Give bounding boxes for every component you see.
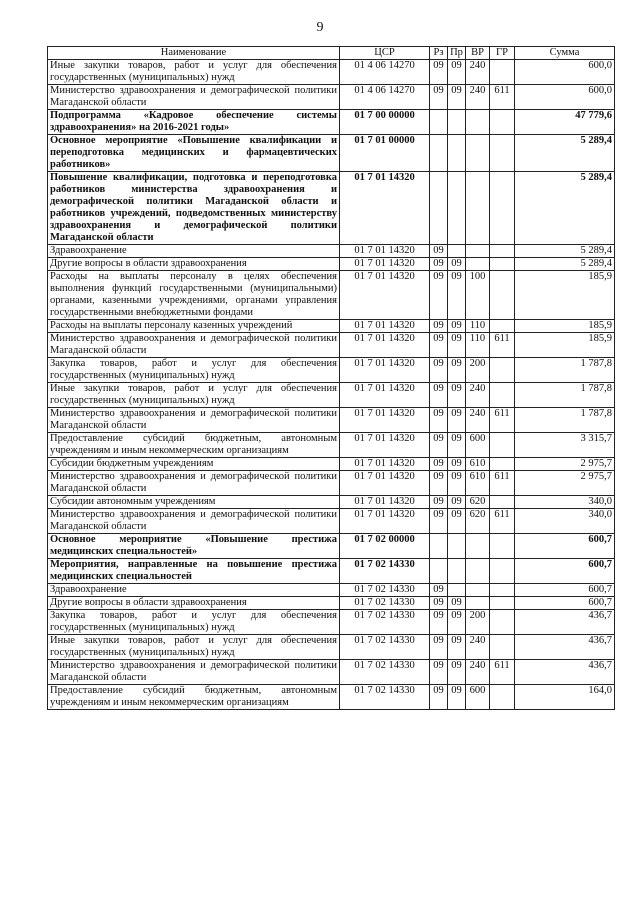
row-vr: 240 (466, 60, 490, 85)
row-sum: 1 787,8 (515, 358, 615, 383)
row-gr (490, 584, 515, 597)
row-sum: 1 787,8 (515, 383, 615, 408)
row-csr: 01 7 02 14330 (340, 597, 430, 610)
row-sum: 3 315,7 (515, 433, 615, 458)
row-csr: 01 7 02 14330 (340, 685, 430, 710)
row-rz: 09 (430, 333, 448, 358)
row-vr: 240 (466, 660, 490, 685)
table-row (48, 110, 615, 135)
row-sum: 185,9 (515, 271, 615, 320)
row-sum: 600,7 (515, 584, 615, 597)
row-pr (448, 172, 466, 245)
row-csr: 01 7 02 14330 (340, 635, 430, 660)
row-rz: 09 (430, 271, 448, 320)
row-name: Субсидии автономным учреждениям (48, 496, 340, 509)
col-header-vr: ВР (466, 47, 490, 60)
row-gr (490, 433, 515, 458)
row-rz (430, 559, 448, 584)
table-row (48, 635, 615, 660)
row-vr (466, 597, 490, 610)
col-header-sum: Сумма (515, 47, 615, 60)
table-row (48, 433, 615, 458)
row-pr: 09 (448, 383, 466, 408)
table-row (48, 172, 615, 245)
row-pr: 09 (448, 333, 466, 358)
row-pr: 09 (448, 635, 466, 660)
row-vr (466, 559, 490, 584)
table-row (48, 135, 615, 172)
table-row (48, 660, 615, 685)
row-sum: 436,7 (515, 610, 615, 635)
row-rz (430, 172, 448, 245)
row-pr: 09 (448, 258, 466, 271)
row-gr (490, 110, 515, 135)
table-row (48, 458, 615, 471)
row-pr: 09 (448, 496, 466, 509)
row-sum: 185,9 (515, 333, 615, 358)
row-sum: 600,7 (515, 559, 615, 584)
row-csr: 01 7 01 14320 (340, 358, 430, 383)
row-pr: 09 (448, 509, 466, 534)
row-rz: 09 (430, 635, 448, 660)
row-gr (490, 458, 515, 471)
row-rz (430, 135, 448, 172)
row-gr (490, 496, 515, 509)
row-vr: 600 (466, 685, 490, 710)
row-csr: 01 7 01 14320 (340, 496, 430, 509)
row-gr: 611 (490, 408, 515, 433)
row-name: Иные закупки товаров, работ и услуг для обеспечения государственных (муниципальных) нужд (48, 635, 340, 660)
row-gr (490, 685, 515, 710)
row-csr: 01 7 01 14320 (340, 433, 430, 458)
table-row (48, 245, 615, 258)
row-pr (448, 135, 466, 172)
row-rz: 09 (430, 258, 448, 271)
row-rz: 09 (430, 383, 448, 408)
row-csr: 01 4 06 14270 (340, 85, 430, 110)
row-sum: 185,9 (515, 320, 615, 333)
row-vr (466, 172, 490, 245)
page-number: 9 (316, 20, 324, 35)
row-gr (490, 610, 515, 635)
row-name: Закупка товаров, работ и услуг для обеспечения государственных (муниципальных) нужд (48, 610, 340, 635)
row-gr (490, 245, 515, 258)
row-vr: 110 (466, 320, 490, 333)
row-name: Министерство здравоохранения и демографической политики Магаданской области (48, 509, 340, 534)
row-name: Министерство здравоохранения и демографической политики Магаданской области (48, 85, 340, 110)
row-name: Расходы на выплаты персоналу в целях обеспечения выполнения функций государственными (муниципальными) органами, казенными учреждениями, органами управления государственными внебюджетными фондами (48, 271, 340, 320)
row-sum: 600,7 (515, 597, 615, 610)
row-pr: 09 (448, 471, 466, 496)
row-pr: 09 (448, 271, 466, 320)
row-pr: 09 (448, 458, 466, 471)
row-name: Здравоохранение (48, 245, 340, 258)
col-header-csr: ЦСР (340, 47, 430, 60)
row-pr (448, 559, 466, 584)
row-csr: 01 7 02 14330 (340, 584, 430, 597)
row-csr: 01 7 01 00000 (340, 135, 430, 172)
col-header-pr: Пр (448, 47, 466, 60)
row-rz: 09 (430, 584, 448, 597)
row-pr (448, 584, 466, 597)
col-header-gr: ГР (490, 47, 515, 60)
row-gr (490, 635, 515, 660)
row-csr: 01 7 01 14320 (340, 458, 430, 471)
row-sum: 47 779,6 (515, 110, 615, 135)
table-row (48, 320, 615, 333)
row-vr (466, 110, 490, 135)
row-gr (490, 597, 515, 610)
row-vr (466, 135, 490, 172)
row-pr: 09 (448, 408, 466, 433)
row-name: Расходы на выплаты персоналу казенных учреждений (48, 320, 340, 333)
row-rz: 09 (430, 610, 448, 635)
row-pr (448, 110, 466, 135)
table-header-row (48, 47, 615, 60)
table-row (48, 610, 615, 635)
table-row (48, 85, 615, 110)
row-rz: 09 (430, 597, 448, 610)
row-csr: 01 7 02 14330 (340, 559, 430, 584)
table-row (48, 383, 615, 408)
row-gr: 611 (490, 333, 515, 358)
row-gr (490, 60, 515, 85)
row-pr: 09 (448, 60, 466, 85)
row-sum: 5 289,4 (515, 172, 615, 245)
row-csr: 01 7 01 14320 (340, 383, 430, 408)
table-row (48, 408, 615, 433)
table-row (48, 271, 615, 320)
row-gr (490, 271, 515, 320)
row-vr: 610 (466, 458, 490, 471)
row-sum: 2 975,7 (515, 471, 615, 496)
row-sum: 2 975,7 (515, 458, 615, 471)
row-name: Министерство здравоохранения и демографической политики Магаданской области (48, 660, 340, 685)
row-name: Министерство здравоохранения и демографической политики Магаданской области (48, 333, 340, 358)
row-sum: 600,0 (515, 60, 615, 85)
row-sum: 1 787,8 (515, 408, 615, 433)
row-gr (490, 358, 515, 383)
row-pr: 09 (448, 320, 466, 333)
row-csr: 01 7 01 14320 (340, 172, 430, 245)
row-vr: 200 (466, 610, 490, 635)
row-csr: 01 7 01 14320 (340, 509, 430, 534)
row-vr: 600 (466, 433, 490, 458)
row-rz: 09 (430, 685, 448, 710)
row-gr (490, 135, 515, 172)
row-sum: 340,0 (515, 496, 615, 509)
row-csr: 01 7 01 14320 (340, 245, 430, 258)
row-name: Предоставление субсидий бюджетным, автономным учреждениям и иным некоммерческим организациям (48, 685, 340, 710)
table-row (48, 258, 615, 271)
row-name: Другие вопросы в области здравоохранения (48, 597, 340, 610)
row-gr (490, 534, 515, 559)
row-rz: 09 (430, 358, 448, 383)
row-pr: 09 (448, 610, 466, 635)
row-csr: 01 7 01 14320 (340, 333, 430, 358)
table-row (48, 685, 615, 710)
row-name: Иные закупки товаров, работ и услуг для обеспечения государственных (муниципальных) нужд (48, 383, 340, 408)
row-gr (490, 258, 515, 271)
row-sum: 340,0 (515, 509, 615, 534)
row-csr: 01 7 01 14320 (340, 271, 430, 320)
row-pr (448, 534, 466, 559)
row-csr: 01 7 01 14320 (340, 408, 430, 433)
col-header-name: Наименование (48, 47, 340, 60)
row-sum: 5 289,4 (515, 135, 615, 172)
table-row (48, 509, 615, 534)
row-name: Министерство здравоохранения и демографической политики Магаданской области (48, 408, 340, 433)
row-gr (490, 559, 515, 584)
row-name: Здравоохранение (48, 584, 340, 597)
row-rz: 09 (430, 60, 448, 85)
row-gr (490, 320, 515, 333)
table-row (48, 597, 615, 610)
table-row (48, 333, 615, 358)
row-sum: 436,7 (515, 660, 615, 685)
row-rz: 09 (430, 433, 448, 458)
row-vr: 610 (466, 471, 490, 496)
row-csr: 01 7 02 00000 (340, 534, 430, 559)
row-name: Мероприятия, направленные на повышение престижа медицинских специальностей (48, 559, 340, 584)
row-csr: 01 7 02 14330 (340, 660, 430, 685)
table-row (48, 471, 615, 496)
table-body (48, 60, 615, 710)
row-pr: 09 (448, 433, 466, 458)
row-sum: 600,7 (515, 534, 615, 559)
row-name: Основное мероприятие «Повышение квалификации и переподготовка медицинских и фармацевтических работников» (48, 135, 340, 172)
row-name: Основное мероприятие «Повышение престижа медицинских специальностей» (48, 534, 340, 559)
row-csr: 01 4 06 14270 (340, 60, 430, 85)
row-pr (448, 245, 466, 258)
row-rz: 09 (430, 496, 448, 509)
row-vr: 240 (466, 635, 490, 660)
row-vr: 240 (466, 408, 490, 433)
row-vr: 110 (466, 333, 490, 358)
row-rz: 09 (430, 509, 448, 534)
row-sum: 5 289,4 (515, 245, 615, 258)
row-pr: 09 (448, 597, 466, 610)
row-name: Министерство здравоохранения и демографической политики Магаданской области (48, 471, 340, 496)
row-gr: 611 (490, 509, 515, 534)
row-sum: 436,7 (515, 635, 615, 660)
table-row (48, 358, 615, 383)
row-csr: 01 7 01 14320 (340, 471, 430, 496)
row-rz: 09 (430, 408, 448, 433)
row-gr: 611 (490, 471, 515, 496)
row-vr (466, 245, 490, 258)
row-rz: 09 (430, 458, 448, 471)
row-pr: 09 (448, 685, 466, 710)
row-sum: 600,0 (515, 85, 615, 110)
row-gr (490, 383, 515, 408)
row-rz: 09 (430, 320, 448, 333)
row-csr: 01 7 01 14320 (340, 320, 430, 333)
row-rz: 09 (430, 245, 448, 258)
row-vr (466, 584, 490, 597)
row-rz: 09 (430, 660, 448, 685)
row-rz (430, 534, 448, 559)
row-vr (466, 258, 490, 271)
row-gr: 611 (490, 85, 515, 110)
row-rz: 09 (430, 85, 448, 110)
budget-table (47, 46, 615, 710)
row-name: Иные закупки товаров, работ и услуг для обеспечения государственных (муниципальных) нужд (48, 60, 340, 85)
col-header-rz: Рз (430, 47, 448, 60)
row-name: Подпрограмма «Кадровое обеспечение системы здравоохранения» на 2016-2021 годы» (48, 110, 340, 135)
row-vr: 200 (466, 358, 490, 383)
row-sum: 5 289,4 (515, 258, 615, 271)
row-vr: 240 (466, 85, 490, 110)
row-csr: 01 7 02 14330 (340, 610, 430, 635)
table-row (48, 496, 615, 509)
row-vr: 240 (466, 383, 490, 408)
table-row (48, 534, 615, 559)
row-name: Другие вопросы в области здравоохранения (48, 258, 340, 271)
row-name: Предоставление субсидий бюджетным, автономным учреждениям и иным некоммерческим организациям (48, 433, 340, 458)
row-rz: 09 (430, 471, 448, 496)
row-pr: 09 (448, 85, 466, 110)
row-vr: 100 (466, 271, 490, 320)
row-sum: 164,0 (515, 685, 615, 710)
row-name: Закупка товаров, работ и услуг для обеспечения государственных (муниципальных) нужд (48, 358, 340, 383)
row-rz (430, 110, 448, 135)
row-csr: 01 7 00 00000 (340, 110, 430, 135)
row-name: Субсидии бюджетным учреждениям (48, 458, 340, 471)
row-gr: 611 (490, 660, 515, 685)
row-gr (490, 172, 515, 245)
table-row (48, 60, 615, 85)
table-row (48, 584, 615, 597)
row-vr: 620 (466, 496, 490, 509)
row-csr: 01 7 01 14320 (340, 258, 430, 271)
table-row (48, 559, 615, 584)
row-vr (466, 534, 490, 559)
row-pr: 09 (448, 660, 466, 685)
row-pr: 09 (448, 358, 466, 383)
row-vr: 620 (466, 509, 490, 534)
row-name: Повышение квалификации, подготовка и переподготовка работников министерства здравоохранения и демографической политики Магаданской области и работников учреждений, подведомственных министерству здравоохранения и демографической политики Магаданской области (48, 172, 340, 245)
